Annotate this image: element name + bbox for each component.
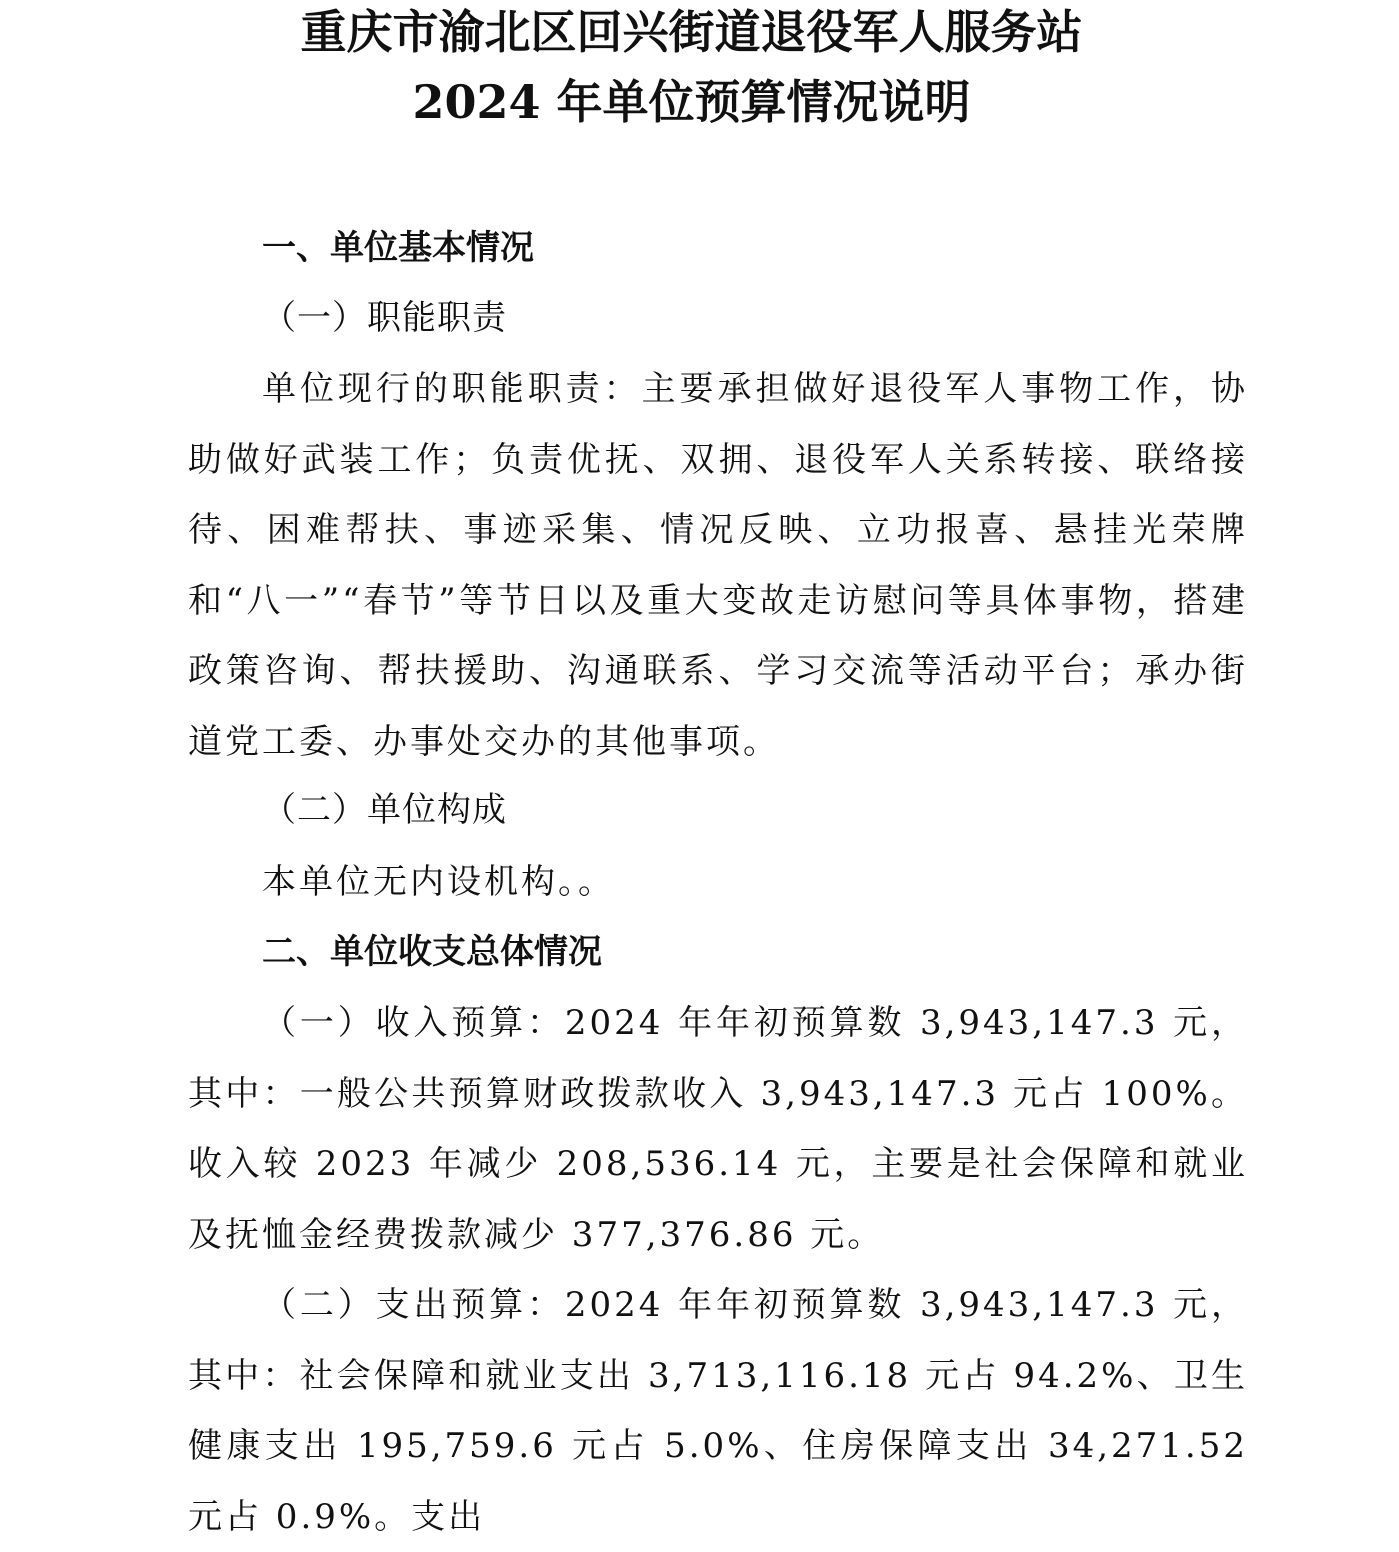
- section1-heading: 一、单位基本情况: [262, 228, 534, 268]
- section2-heading: 二、单位收支总体情况: [262, 932, 602, 972]
- income-paragraph: （一）收入预算：2024 年年初预算数 3,943,147.3 元，其中：一般公共预算财政拨款收入 3,943,147.3 元占 100%。收入较 2023 年减少 208,536.14 元，主要是社会保障和就业及抚恤金经费拨款减少 377,376.86 元。: [188, 1003, 1248, 1255]
- section1-sub1-heading: （一）职能职责: [262, 298, 507, 338]
- section1-sub2-heading: （二）单位构成: [262, 790, 507, 830]
- composition-paragraph: 本单位无内设机构。。: [262, 862, 615, 902]
- document-title-line2: 2024 年单位预算情况说明: [412, 75, 971, 129]
- duties-paragraph: 单位现行的职能职责：主要承担做好退役军人事物工作，协助做好武装工作；负责优抚、双拥、退役军人关系转接、联络接待、困难帮扶、事迹采集、情况反映、立功报喜、悬挂光荣牌和“八一”“春节”等节日以及重大变故走访慰问等具体事物，搭建政策咨询、帮扶援助、沟通联系、学习交流等活动平台；承办街道党工委、办事处交办的其他事项。: [188, 369, 1248, 762]
- document-title-line1: 重庆市渝北区回兴街道退役军人服务站: [300, 5, 1083, 59]
- expense-paragraph: （二）支出预算：2024 年年初预算数 3,943,147.3 元，其中：社会保障和就业支出 3,713,116.18 元占 94.2%、卫生健康支出 195,759.6 元占 5.0%、住房保障支出 34,271.52 元占 0.9%。支出: [188, 1285, 1248, 1537]
